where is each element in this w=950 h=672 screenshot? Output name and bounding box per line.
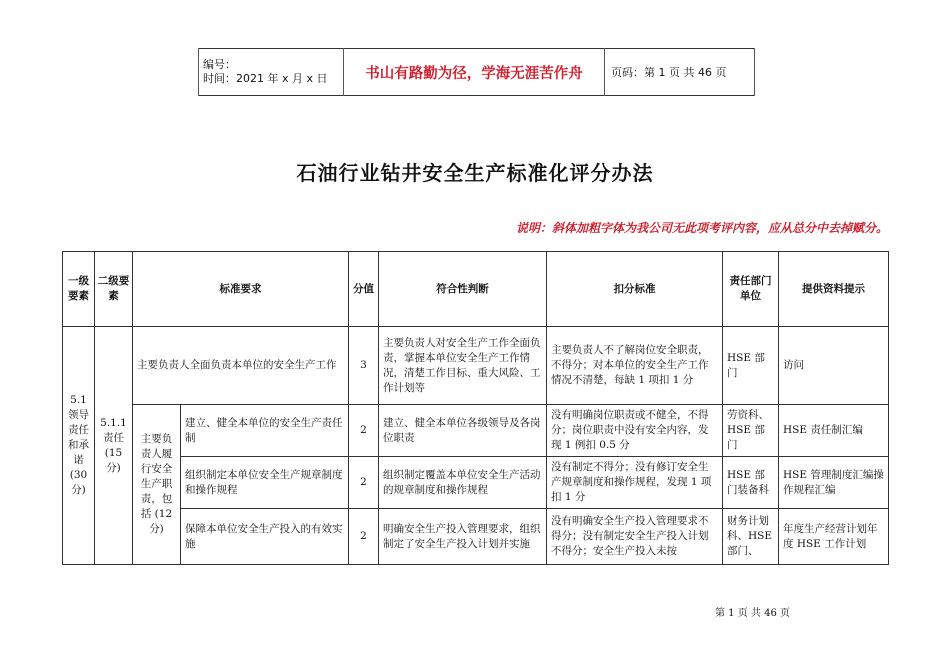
score-cell: 2 [349, 457, 379, 509]
motto: 书山有路勤为径，学海无涯苦作舟 [344, 49, 605, 96]
page-info: 页码：第 1 页 共 46 页 [605, 49, 755, 96]
requirement-cell: 组织制定本单位安全生产规章制度和操作规程 [181, 457, 349, 509]
scoring-table [62, 251, 889, 565]
table-row [63, 327, 889, 405]
score-cell: 2 [349, 405, 379, 457]
deduction-cell: 没有明确岗位职责或不健全，不得分；岗位职责中没有安全内容，发现 1 例扣 0.5 分 [547, 405, 723, 457]
requirement-cell: 保障本单位安全生产投入的有效实施 [181, 509, 349, 565]
docs-cell: 访问 [779, 327, 889, 405]
judgment-cell: 明确安全生产投入管理要求，组织制定了安全生产投入计划并实施 [379, 509, 547, 565]
col-score: 分值 [349, 252, 379, 327]
header-meta [199, 49, 344, 96]
requirement-cell: 主要负责人全面负责本单位的安全生产工作 [133, 327, 349, 405]
deduction-cell: 没有制定不得分；没有修订安全生产规章制度和操作规程，发现 1 项扣 1 分 [547, 457, 723, 509]
docs-cell: 年度生产经营计划年度 HSE 工作计划 [779, 509, 889, 565]
dept-cell: HSE 部门 [723, 327, 779, 405]
score-cell: 3 [349, 327, 379, 405]
col-level2: 二级要素 [95, 252, 133, 327]
table-header-row [63, 252, 889, 327]
sub-group-cell: 主要负责人履行安全生产职责，包括 (12 分) [133, 405, 181, 565]
number-label: 编号： [203, 58, 236, 71]
note-text: 说明：斜体加粗字体为我公司无此项考评内容，应从总分中去掉赋分。 [515, 221, 888, 235]
requirement-cell: 建立、健全本单位的安全生产责任制 [181, 405, 349, 457]
col-judgment: 符合性判断 [379, 252, 547, 327]
time-label: 时间：2021 年 x 月 x 日 [203, 72, 328, 85]
col-dept: 责任部门单位 [723, 252, 779, 327]
deduction-cell: 没有明确安全生产投入管理要求不得分；没有制定安全生产投入计划不得分；安全生产投入未按 [547, 509, 723, 565]
judgment-cell: 组织制定覆盖本单位安全生产活动的规章制度和操作规程 [379, 457, 547, 509]
table-row [63, 457, 889, 509]
docs-cell: HSE 责任制汇编 [779, 405, 889, 457]
table-row [63, 405, 889, 457]
page-footer: 第 1 页 共 46 页 [715, 608, 790, 619]
score-cell: 2 [349, 509, 379, 565]
deduction-cell: 主要负责人不了解岗位安全职责，不得分；对本单位的安全生产工作情况不清楚，每缺 1 项扣 1 分 [547, 327, 723, 405]
header-table [198, 48, 755, 96]
col-docs: 提供资料提示 [779, 252, 889, 327]
dept-cell: 财务计划科、HSE 部门、 [723, 509, 779, 565]
docs-cell: HSE 管理制度汇编操作规程汇编 [779, 457, 889, 509]
dept-cell: 劳资科、HSE 部门 [723, 405, 779, 457]
document-title: 石油行业钻井安全生产标准化评分办法 [296, 161, 654, 185]
judgment-cell: 建立、健全本单位各级领导及各岗位职责 [379, 405, 547, 457]
col-requirement: 标准要求 [133, 252, 349, 327]
dept-cell: HSE 部门装备科 [723, 457, 779, 509]
judgment-cell: 主要负责人对安全生产工作全面负责，掌握本单位安全生产工作情况，清楚工作目标、重大风险、工作计划等 [379, 327, 547, 405]
table-row [63, 509, 889, 565]
level1-cell: 5.1 领导责任和承诺 (30 分) [63, 327, 95, 565]
col-level1: 一级要素 [63, 252, 95, 327]
col-deduction: 扣分标准 [547, 252, 723, 327]
level2-cell: 5.1.1 责任 (15 分) [95, 327, 133, 565]
